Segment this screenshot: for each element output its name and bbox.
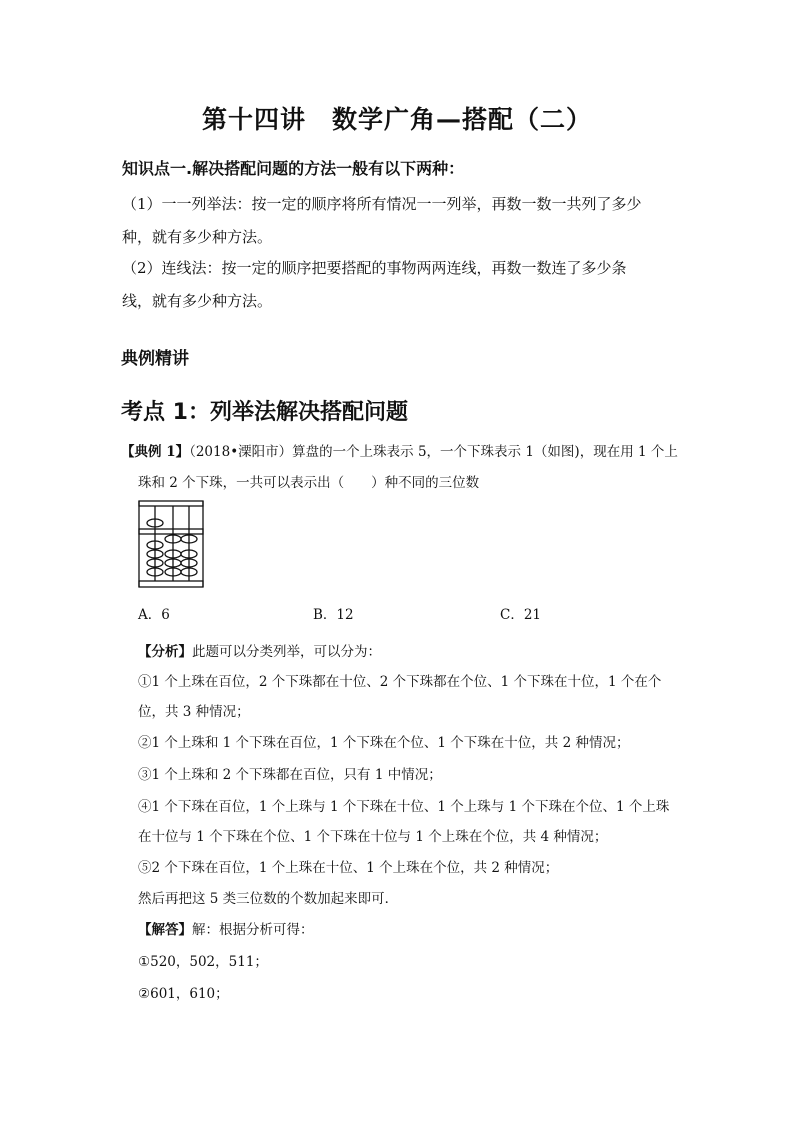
analysis-intro: [138, 640, 381, 660]
analysis-line-4: ④1 个下珠在百位，1 个上珠与 1 个下珠在十位、1 个上珠与 1 个下珠在个位、1 个上珠: [138, 799, 670, 815]
section-heading: 典例精讲: [121, 349, 189, 369]
kaodian-heading: 考点 1：列举法解决搭配问题: [121, 400, 408, 425]
abacus-figure: [138, 499, 204, 593]
answer-line-2: ②601，610；: [138, 986, 229, 1002]
option-a: A．6: [138, 607, 170, 623]
page-title: 第十四讲 数学广角—搭配（二）: [201, 105, 592, 134]
answer-line-1: ①520，502，511；: [138, 954, 268, 970]
option-b: B．12: [313, 607, 354, 623]
analysis-line-1: ①1 个上珠在百位，2 个下珠都在十位、2 个下珠都在个位、1 个下珠在十位，1 个在个: [138, 674, 662, 690]
analysis-line-5: ⑤2 个下珠在百位，1 个上珠在十位、1 个上珠在个位，共 2 种情况；: [138, 860, 559, 876]
analysis-line-1-cont: 位，共 3 种情况；: [138, 704, 250, 720]
knowledge-item-2: （2）连线法：按一定的顺序把要搭配的事物两两连线，再数一数连了多少条: [122, 259, 627, 277]
knowledge-item-2-cont: 线，就有多少种方法。: [122, 292, 273, 310]
analysis-conclusion: 然后再把这 5 类三位数的个数加起来即可．: [138, 891, 399, 907]
analysis-tag: 【分析】: [138, 644, 192, 660]
example-text-1: （2018•溧阳市）算盘的一个上珠表示 5，一个下珠表示 1（如图)，现在用 1 个上: [189, 444, 678, 460]
knowledge-item-1: （1）一一列举法：按一定的顺序将所有情况一一列举，再数一数一共列了多少: [122, 195, 642, 213]
analysis-intro-text: 此题可以分类列举，可以分为：: [192, 644, 381, 660]
analysis-line-2: ②1 个上珠和 1 个下珠在百位，1 个下珠在个位、1 个下珠在十位，共 2 种情况；: [138, 735, 630, 751]
knowledge-item-1-cont: 种，就有多少种方法。: [122, 228, 273, 246]
answer-tag: 【解答】: [138, 922, 192, 938]
option-c: C．21: [500, 607, 542, 623]
analysis-line-4-cont: 在十位与 1 个下珠在个位、1 个下珠在十位与 1 个上珠在个位，共 4 种情况；: [138, 829, 608, 845]
analysis-line-3: ③1 个上珠和 2 个下珠都在百位，只有 1 中情况；: [138, 767, 442, 783]
knowledge-point-heading: 知识点一.解决搭配问题的方法一般有以下两种：: [122, 159, 465, 178]
example-line-1: [121, 440, 678, 460]
answer-intro-text: 解：根据分析可得：: [192, 922, 314, 938]
abacus-icon: [138, 499, 204, 589]
answer-intro: [138, 918, 314, 938]
example-line-2: 珠和 2 个下珠，一共可以表示出（ ）种不同的三位数: [138, 475, 480, 491]
example-tag: 【典例 1】: [121, 444, 190, 460]
